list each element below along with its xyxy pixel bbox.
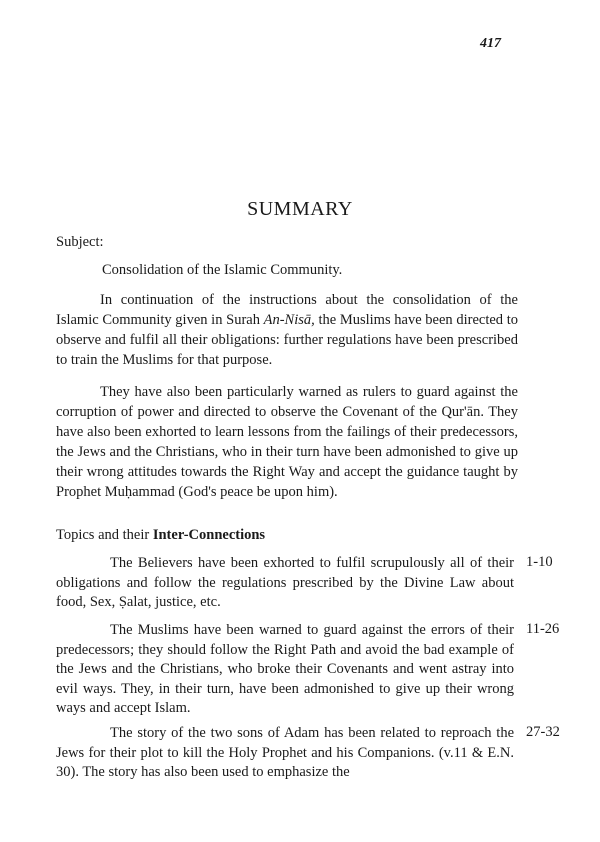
subject-paragraph-1 bbox=[56, 290, 518, 370]
para1-before: In continuation of the instructions about the consolidation of the Islamic Community given in Surah bbox=[56, 292, 518, 328]
topic-item-3: The story of the two sons of Adam has been related to reproach the Jews for their plot to kill the Holy Prophet and his Companions. (v.11 & E.N. 30). The story has also been used to emphasize the bbox=[56, 725, 514, 780]
page-title: SUMMARY bbox=[247, 198, 353, 220]
subject-paragraph-2: They have also been particularly warned as rulers to guard against the corruption of power and directed to observe the Covenant of the Qur'ān. They have also been exhorted to learn lessons from the failings of their predecessors, the Jews and the Christians, who in their turn have been admonished to give up their wrong attitudes towards the Right Way and accept the guidance taught by Prophet Muḥammad (God's peace be upon him). bbox=[56, 384, 518, 500]
topic-1-verses: 1-10 bbox=[526, 554, 553, 570]
topics-label-bold: Inter-Connections bbox=[152, 527, 266, 543]
topic-2-verses: 11-26 bbox=[526, 621, 560, 637]
topic-item-1: The Believers have been exhorted to fulfil scrupulously all of their obligations and follow the regulations prescribed by the Divine Law about food, Sex, Ṣalat, justice, etc. bbox=[56, 555, 514, 610]
page-number: 417 bbox=[480, 36, 501, 51]
surah-name: An-Nisā, bbox=[263, 312, 315, 328]
para1-after: the Muslims have been directed to observe and fulfil all their obligations: further regulations have been prescribed to train the Muslims for that purpose. bbox=[56, 312, 518, 368]
topic-item-2: The Muslims have been warned to guard against the errors of their predecessors; they should follow the Right Path and avoid the bad example of the Jews and the Christians, who broke their Covenants and went astray into evil ways. They, in their turn, have been admonished to give up their wrong ways and accept Islam. bbox=[56, 622, 514, 716]
topics-label bbox=[56, 527, 265, 544]
topic-3-verses: 27-32 bbox=[526, 724, 560, 740]
subject-label: Subject: bbox=[56, 234, 104, 250]
subject-heading: Consolidation of the Islamic Community. bbox=[102, 262, 343, 278]
topics-label-prefix: Topics and their bbox=[56, 527, 153, 543]
